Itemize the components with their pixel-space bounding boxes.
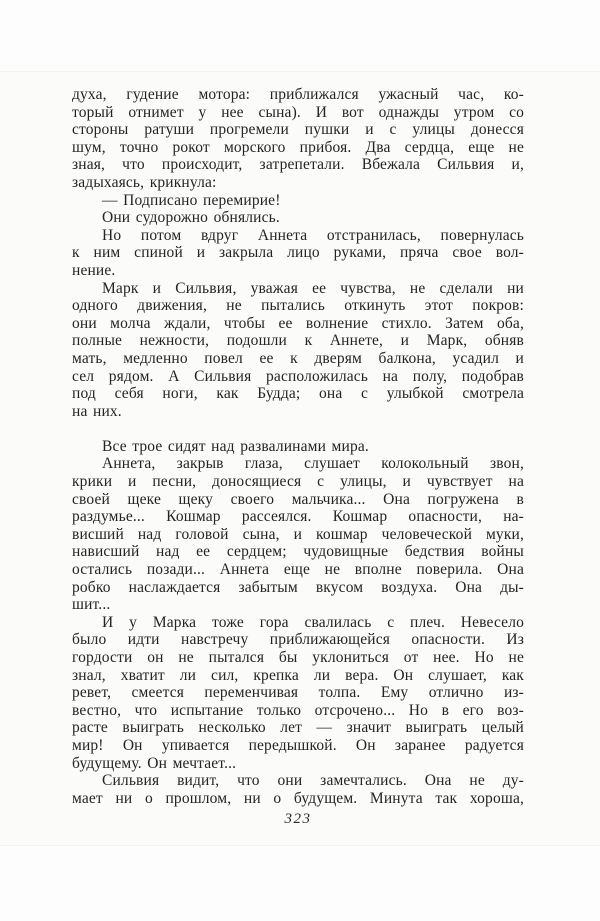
- text-line: висший над головой сына, и кошмар человеческой муки,: [72, 525, 524, 543]
- text-line: задыхаясь, крикнула:: [72, 173, 217, 191]
- text-line: расте выиграть несколько лет — значит выиграть целый: [72, 719, 524, 737]
- text-line: нависший над ее сердцем; чудовищные бедствия войны: [72, 543, 524, 561]
- text-line: И у Марка тоже гора свалилась с плеч. Невесело: [102, 613, 524, 631]
- text-line: робко наслаждается забытым вкусом воздуха. Она ды-: [72, 578, 524, 596]
- text-line: зная, что происходит, затрепетали. Вбежала Сильвия и,: [72, 156, 524, 174]
- text-line: нение.: [72, 261, 116, 279]
- text-line: гордости он не пытался бы уклониться от нее. Но не: [72, 649, 524, 666]
- text-line: вестно, что испытание только отсрочено... Но в его воз-: [72, 701, 524, 719]
- text-line: торый отнимет у нее сына). И вот однажды утром со: [72, 103, 524, 121]
- text-line: Но потом вдруг Аннета отстранилась, повернулась: [102, 226, 524, 244]
- text-line: на них.: [72, 402, 122, 420]
- text-line: к ним спиной и закрыла лицо руками, пряча свое вол-: [72, 244, 524, 262]
- text-line: своей щеке щеку своего мальчика... Она погружена в: [72, 490, 524, 508]
- text-line: шум, точно рокот морского прибоя. Два сердца, еще не: [72, 138, 524, 156]
- text-line-dialogue: — Подписано перемирие!: [102, 191, 281, 209]
- text-line: они молча ждали, чтобы ее волнение стихло. Затем оба,: [72, 314, 524, 332]
- text-line: ревет, смеется переменчивая толпа. Ему отлично из-: [72, 684, 524, 702]
- text-line: сел рядом. А Сильвия расположилась на полу, подобрав: [72, 367, 524, 385]
- page-number: 323: [284, 811, 312, 828]
- scan-margin-bottom: [0, 845, 600, 921]
- text-line: Сильвия видит, что они замечтались. Она не ду-: [102, 772, 524, 790]
- text-line: Марк и Сильвия, уважая ее чувства, не сделали ни: [102, 279, 524, 297]
- text-line: под себя ноги, как Будда; она с улыбкой смотрела: [72, 385, 524, 403]
- text-line: знал, хватит ли сил, крепка ли вера. Он слушает, как: [72, 666, 524, 684]
- text-line: было идти навстречу приближающейся опасности. Из: [72, 631, 524, 649]
- page-text: [72, 86, 524, 829]
- text-line: мает ни о прошлом, ни о будущем. Минута так хороша,: [72, 789, 524, 807]
- scan-margin-top: [0, 0, 600, 72]
- text-line: мир! Он упивается передышкой. Он заранее радуется: [72, 736, 524, 754]
- text-line: шит...: [72, 596, 111, 614]
- text-line: остались позади... Аннета еще не вполне поверила. Она: [72, 561, 524, 579]
- text-line: духа, гудение мотора: приближался ужасный час, ко-: [72, 86, 524, 103]
- text-line: крики и песни, доносящиеся с улицы, и чувствует на: [72, 473, 524, 491]
- text-line: стороны ратуши прогремели пушки и с улицы донесся: [72, 121, 524, 139]
- text-line: будущему. Он мечтает...: [72, 754, 237, 772]
- text-line: полные нежности, подошли к Аннете, и Марк, обняв: [72, 332, 524, 350]
- text-line: мать, медленно повел ее к дверям балкона, усадил и: [72, 349, 524, 367]
- text-line-section-start: Все трое сидят над развалинами мира.: [102, 437, 369, 455]
- text-line: Аннета, закрыв глаза, слушает колокольный звон,: [102, 455, 524, 473]
- text-line: раздумье... Кошмар рассеялся. Кошмар опасности, на-: [72, 508, 524, 526]
- text-line: Они судорожно обнялись.: [102, 209, 280, 227]
- text-line: одного движения, не пытались откинуть этот покров:: [72, 297, 524, 315]
